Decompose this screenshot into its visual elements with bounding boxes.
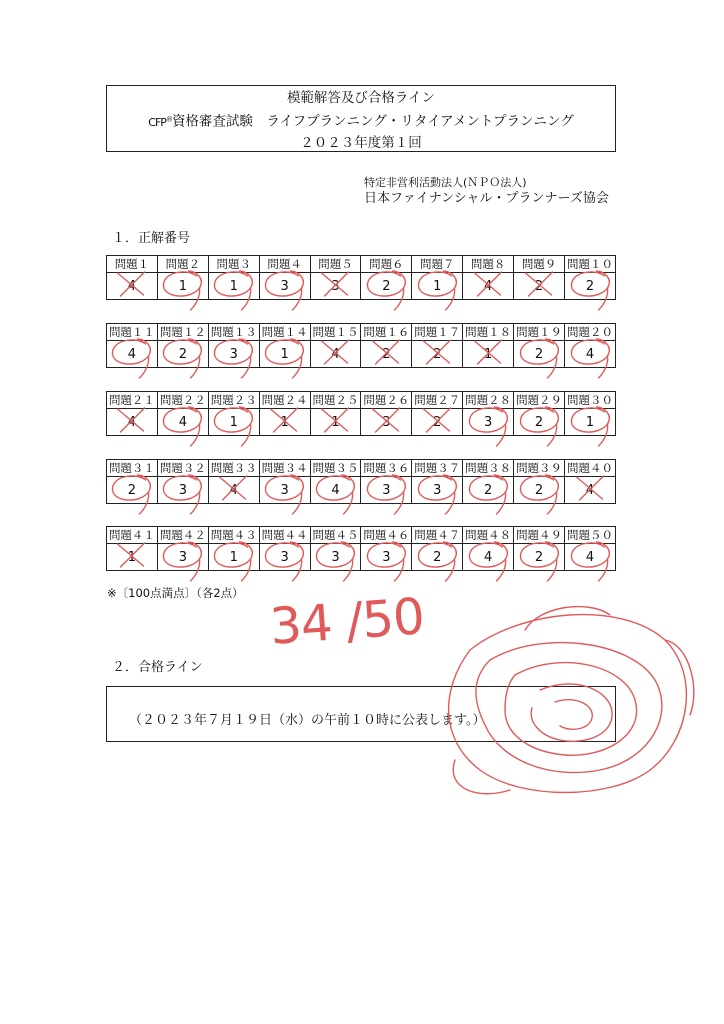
question-label: 問題３２ — [157, 460, 208, 477]
question-label: 問題１８ — [463, 324, 514, 341]
answer-number: 2 — [412, 544, 463, 571]
handwritten-score: 34 /50 — [268, 587, 426, 656]
question-label: 問題２１ — [107, 392, 158, 409]
answer-number: 1 — [412, 273, 463, 300]
answer-number: 2 — [361, 341, 412, 368]
answer-table — [106, 459, 616, 504]
question-label: 問題３４ — [259, 460, 310, 477]
org-name: 日本ファイナンシャル・プランナーズ協会 — [364, 191, 609, 206]
section-pass-line-heading: ２．合格ライン — [112, 660, 203, 675]
answer-table — [106, 526, 616, 571]
answer-number: 4 — [310, 477, 361, 504]
question-label: 問題２６ — [361, 392, 412, 409]
question-label: 問題３６ — [361, 460, 412, 477]
answer-number: 3 — [463, 409, 514, 436]
question-label: 問題１２ — [157, 324, 208, 341]
answer-number: 3 — [361, 477, 412, 504]
answer-number: 3 — [361, 544, 412, 571]
question-label: 問題２０ — [565, 324, 616, 341]
question-label: 問題１６ — [361, 324, 412, 341]
question-label: 問題４１ — [107, 527, 158, 544]
answer-number: 3 — [157, 544, 208, 571]
answer-number: 4 — [565, 544, 616, 571]
question-label: 問題４０ — [565, 460, 616, 477]
question-label: 問題４９ — [514, 527, 565, 544]
answer-row — [107, 477, 616, 504]
answer-number: 4 — [107, 409, 158, 436]
answer-number: 2 — [157, 341, 208, 368]
answer-number: 4 — [463, 544, 514, 571]
question-label: 問題３５ — [310, 460, 361, 477]
question-label: 問題２９ — [514, 392, 565, 409]
answer-number: 1 — [157, 273, 208, 300]
answer-number: 4 — [565, 477, 616, 504]
answer-number: 1 — [208, 409, 259, 436]
answer-number: 4 — [208, 477, 259, 504]
question-label: 問題２４ — [259, 392, 310, 409]
answer-number: 1 — [310, 409, 361, 436]
question-label: 問題１０ — [565, 256, 616, 273]
answer-number: 3 — [208, 341, 259, 368]
answer-number: 3 — [259, 544, 310, 571]
answer-row — [107, 273, 616, 300]
answer-number: 2 — [514, 273, 565, 300]
question-label: 問題３８ — [463, 460, 514, 477]
org-type: 特定非営利活動法人(ＮＰＯ法人) — [364, 176, 527, 189]
answer-row — [107, 341, 616, 368]
answer-number: 1 — [259, 341, 310, 368]
question-label: 問題８ — [463, 256, 514, 273]
question-label: 問題４２ — [157, 527, 208, 544]
question-label: 問題１７ — [412, 324, 463, 341]
question-label: 問題２５ — [310, 392, 361, 409]
answer-number: 2 — [361, 273, 412, 300]
answer-number: 3 — [361, 409, 412, 436]
answer-number: 3 — [157, 477, 208, 504]
question-label: 問題３９ — [514, 460, 565, 477]
answer-number: 4 — [463, 273, 514, 300]
answer-number: 2 — [514, 341, 565, 368]
doc-title: 模範解答及び合格ライン — [286, 90, 436, 106]
answer-number: 3 — [412, 477, 463, 504]
answer-number: 4 — [107, 341, 158, 368]
question-label: 問題１１ — [107, 324, 158, 341]
question-label: 問題５０ — [565, 527, 616, 544]
answer-number: 4 — [310, 341, 361, 368]
answer-number: 2 — [514, 409, 565, 436]
score-note: ※〔100点満点〕（各2点） — [107, 586, 244, 600]
answer-number: 2 — [565, 273, 616, 300]
question-label: 問題９ — [514, 256, 565, 273]
answer-number: 3 — [310, 273, 361, 300]
answer-number: 3 — [259, 477, 310, 504]
question-label: 問題２２ — [157, 392, 208, 409]
question-label: 問題２３ — [208, 392, 259, 409]
exam-session: ２０２３年度第１回 — [300, 134, 422, 151]
question-label: 問題２７ — [412, 392, 463, 409]
question-label: 問題１４ — [259, 324, 310, 341]
question-label: 問題３７ — [412, 460, 463, 477]
question-label: 問題３ — [208, 256, 259, 273]
answer-number: 1 — [208, 273, 259, 300]
question-label: 問題４７ — [412, 527, 463, 544]
answer-number: 2 — [412, 341, 463, 368]
question-row — [107, 527, 616, 544]
question-label: 問題５ — [310, 256, 361, 273]
answer-number: 3 — [259, 273, 310, 300]
answer-number: 4 — [107, 273, 158, 300]
title-box — [106, 85, 616, 152]
pass-line-text: （２０２３年７月１９日（水）の午前１０時に公表します。） — [129, 713, 486, 728]
answer-number: 2 — [463, 477, 514, 504]
question-label: 問題２８ — [463, 392, 514, 409]
pass-line-box — [106, 686, 616, 742]
question-label: 問題１９ — [514, 324, 565, 341]
cfp-label: CFP® — [148, 115, 172, 129]
exam-name: CFP®資格審査試験 ライフプランニング・リタイアメントプランニング — [148, 113, 574, 130]
question-label: 問題３０ — [565, 392, 616, 409]
question-label: 問題２ — [157, 256, 208, 273]
answer-table — [106, 255, 616, 300]
answer-number: 1 — [463, 341, 514, 368]
question-label: 問題４４ — [259, 527, 310, 544]
question-label: 問題１３ — [208, 324, 259, 341]
organization — [364, 176, 609, 208]
answer-number: 2 — [514, 544, 565, 571]
question-row — [107, 392, 616, 409]
question-row — [107, 324, 616, 341]
question-label: 問題７ — [412, 256, 463, 273]
question-label: 問題４ — [259, 256, 310, 273]
answer-row — [107, 409, 616, 436]
question-row — [107, 256, 616, 273]
answer-table — [106, 323, 616, 368]
answer-number: 2 — [412, 409, 463, 436]
answer-number: 1 — [565, 409, 616, 436]
question-label: 問題１５ — [310, 324, 361, 341]
question-label: 問題１ — [107, 256, 158, 273]
question-label: 問題４６ — [361, 527, 412, 544]
answer-number: 3 — [310, 544, 361, 571]
answer-number: 2 — [107, 477, 158, 504]
answer-number: 4 — [157, 409, 208, 436]
answer-number: 4 — [565, 341, 616, 368]
answer-table — [106, 391, 616, 436]
question-label: 問題３１ — [107, 460, 158, 477]
answer-number: 1 — [259, 409, 310, 436]
question-row — [107, 460, 616, 477]
section-answers-heading: １．正解番号 — [112, 231, 191, 246]
question-label: 問題４５ — [310, 527, 361, 544]
answer-number: 1 — [107, 544, 158, 571]
question-label: 問題４８ — [463, 527, 514, 544]
question-label: 問題６ — [361, 256, 412, 273]
answer-row — [107, 544, 616, 571]
answer-number: 1 — [208, 544, 259, 571]
answer-number: 2 — [514, 477, 565, 504]
question-label: 問題３３ — [208, 460, 259, 477]
question-label: 問題４３ — [208, 527, 259, 544]
